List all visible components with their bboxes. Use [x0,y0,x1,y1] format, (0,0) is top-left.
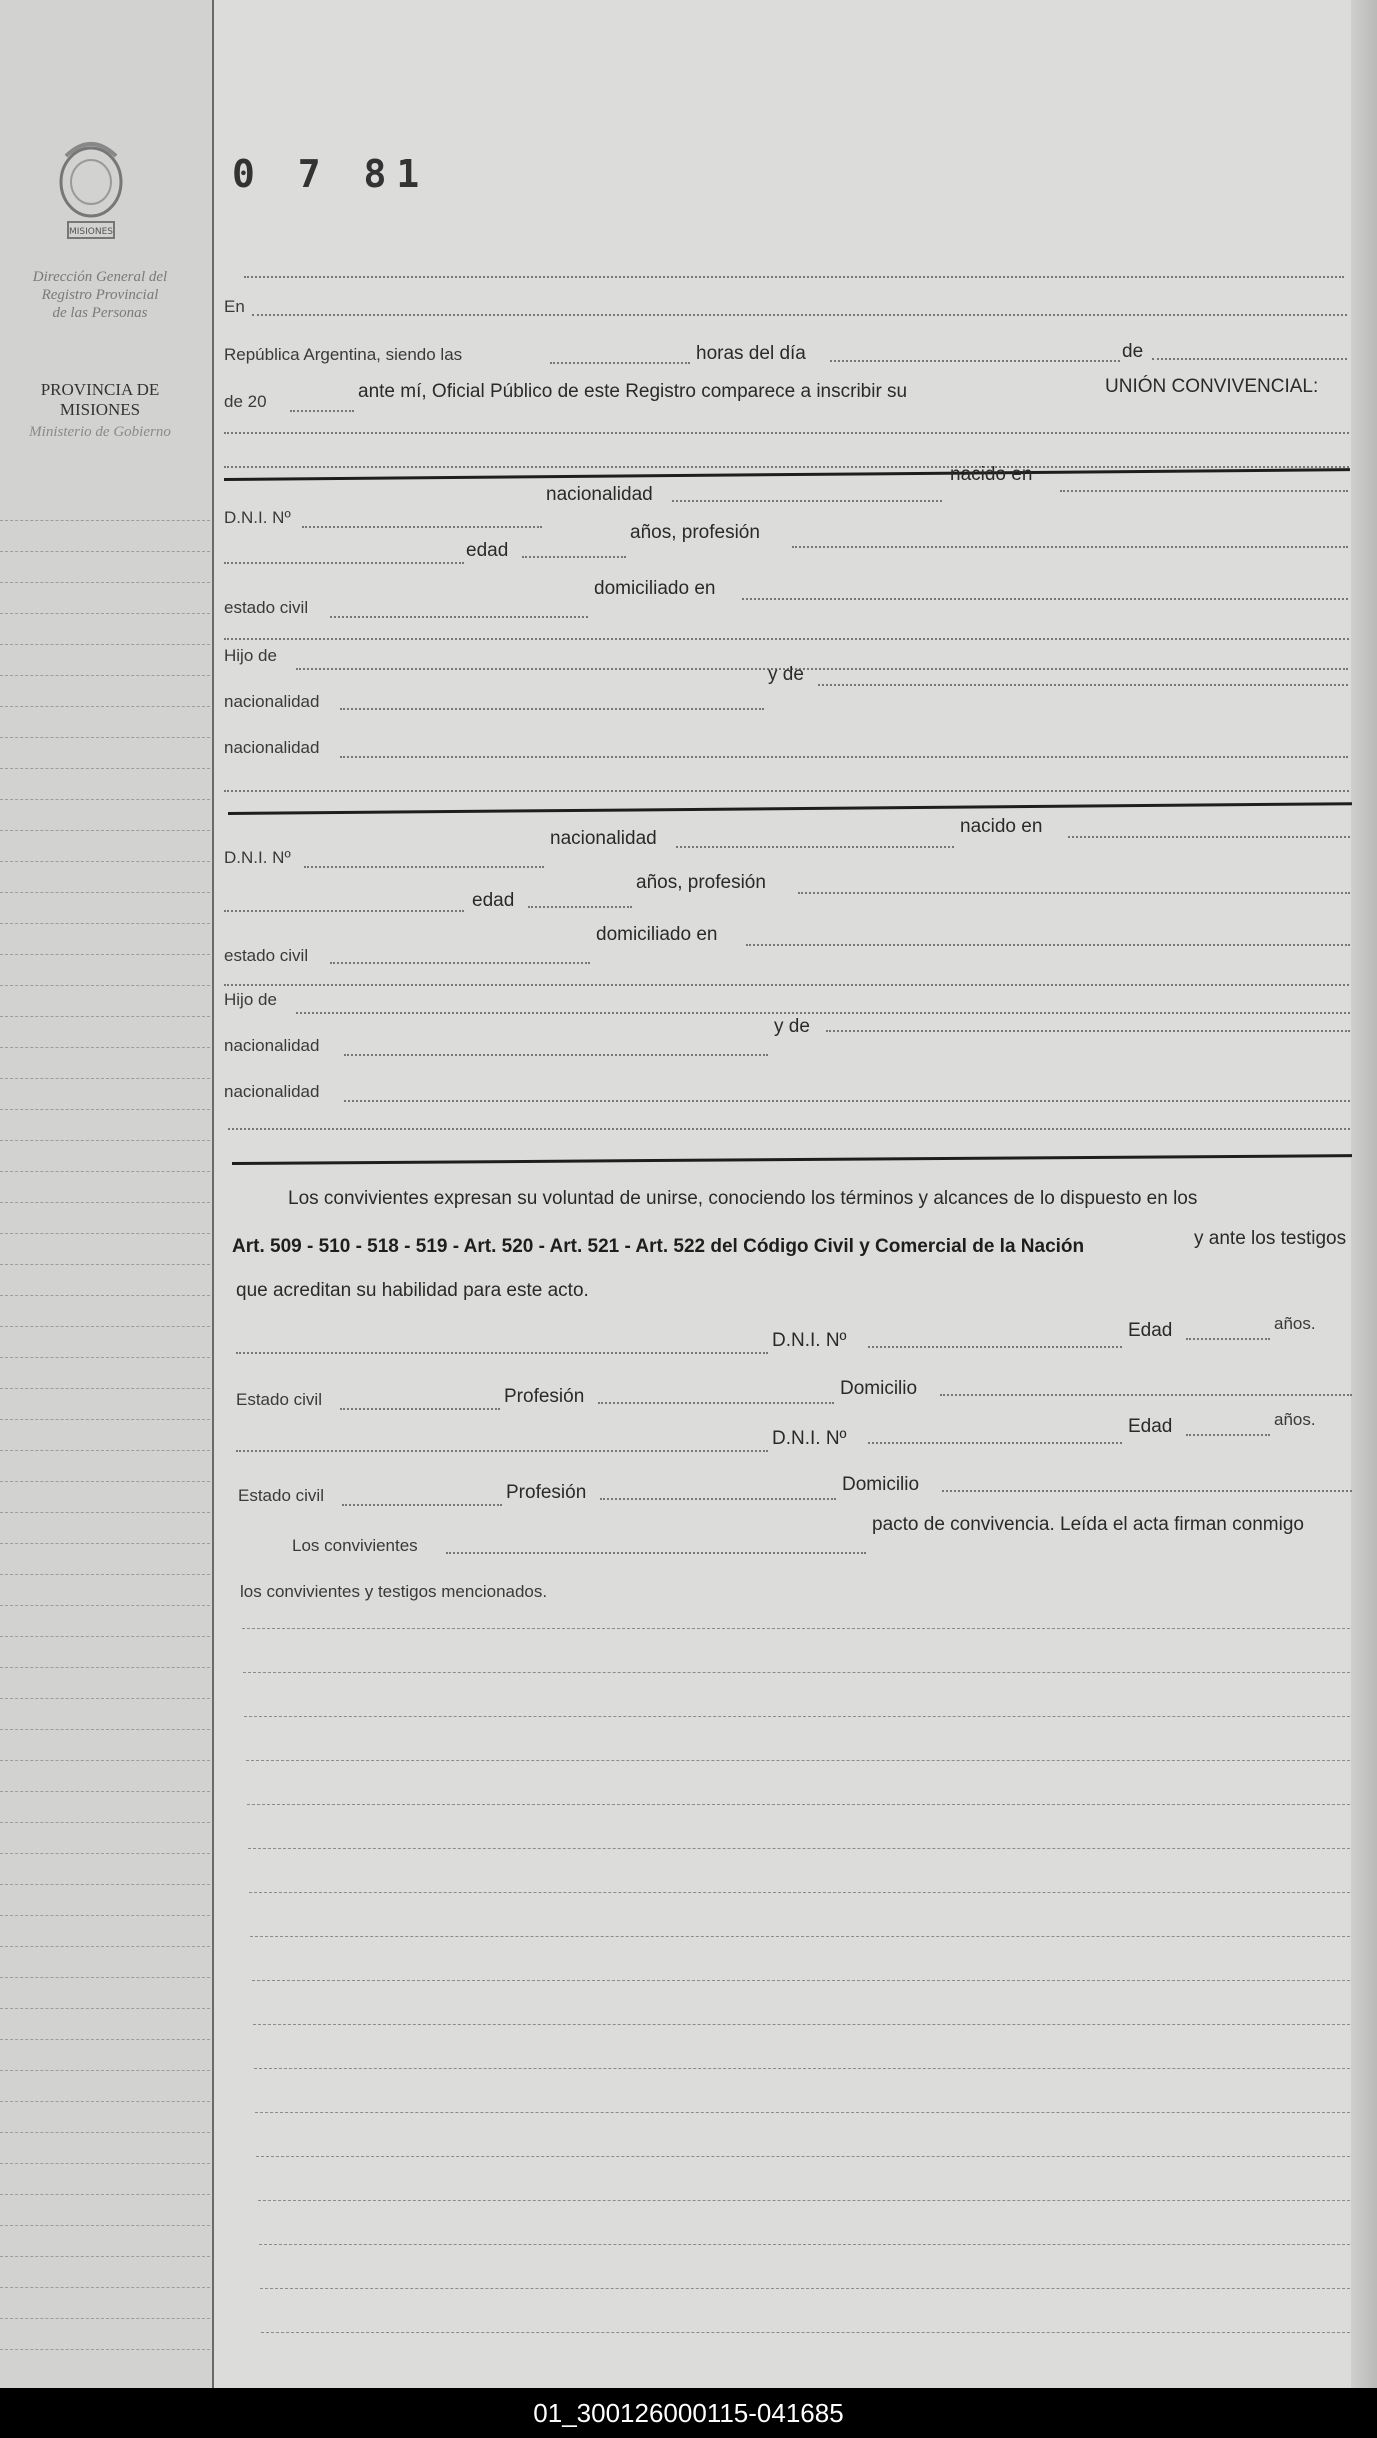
margin-rule-line [0,1419,210,1420]
p2-hijo-label: Hijo de [224,990,277,1009]
direccion-general-label [0,268,200,322]
p2-nac-padre-blank [344,1054,768,1056]
p2-line2-blank [224,910,464,912]
margin-rule-line [0,1667,210,1668]
w2-dni-blank [868,1442,1122,1444]
p1-edad-label: edad [466,540,509,561]
province-line-2: MISIONES [59,400,141,419]
p2-estado-blank [330,962,590,964]
margin-rule-line [0,1140,210,1141]
margin-rule-line [0,1357,210,1358]
section-divider-2 [228,802,1352,815]
section-divider-3 [232,1154,1352,1165]
p1-nac-madre-blank [340,756,1348,758]
ministry-label: Ministerio de Gobierno [29,424,171,440]
p1-hijo-blank [296,668,1348,670]
note-rule-line [248,1848,1350,1849]
note-rule-line [243,1672,1350,1673]
p2-domicilio-blank-2 [224,984,1349,986]
p2-nac-madre-label: nacionalidad [224,1082,320,1101]
w1-domicilio-label: Domicilio [840,1378,918,1399]
note-rule-line [246,1760,1350,1761]
w1-profesion-blank [598,1402,834,1404]
note-rule-line [249,1892,1350,1893]
direccion-line-2: Registro Provincial [41,287,159,303]
w1-edad-label: Edad [1128,1320,1173,1341]
intro-blank-en [252,314,1347,316]
margin-rule-line [0,551,210,552]
margin-rule-line [0,1171,210,1172]
acta-number: 0 7 81 [232,152,430,196]
margin-rule-line [0,2101,210,2102]
p2-nacido-blank [1068,836,1350,838]
p1-hijo-label: Hijo de [224,646,277,665]
w1-profesion-label: Profesión [504,1386,585,1407]
closing-blank [446,1552,866,1554]
margin-rule-line [0,1853,210,1854]
p2-dni-label: D.N.I. Nº [224,848,291,867]
margin-rule-line [0,1698,210,1699]
w1-dni-label: D.N.I. Nº [772,1330,847,1351]
w1-estado-label: Estado civil [236,1390,322,1409]
margin-rule-line [0,1326,210,1327]
note-rule-line [247,1804,1350,1805]
note-rule-line [244,1716,1350,1717]
w1-estado-blank [340,1408,500,1410]
closing-los-convivientes: Los convivientes [292,1536,418,1555]
margin-rule-line [0,2318,210,2319]
margin-rule-line [0,1915,210,1916]
w1-anos-label: años. [1274,1314,1316,1333]
p1-profesion-blank [792,546,1348,548]
p1-extra-blank [224,790,1349,792]
intro-en: En [224,297,245,316]
margin-rule-line [0,2163,210,2164]
note-rule-line [256,2156,1350,2157]
p2-edad-label: edad [472,890,515,911]
margin-rule-line [0,1543,210,1544]
margin-rule-line [0,1760,210,1761]
closing-line-2: los convivientes y testigos mencionados. [240,1582,548,1601]
w1-edad-blank [1186,1338,1270,1340]
p1-nac-madre-label: nacionalidad [224,738,320,757]
note-rule-line [260,2288,1350,2289]
w1-domicilio-blank [940,1394,1352,1396]
section-divider-1 [224,468,1350,481]
declaration-line-3: que acreditan su habilidad para este acto. [236,1280,589,1301]
direccion-line-3: de las Personas [52,305,148,321]
p1-estado-blank [330,616,588,618]
margin-rule-line [0,2349,210,2350]
note-rule-line [255,2112,1350,2113]
blank-dia [830,360,1120,362]
p1-domicilio-blank-2 [224,638,1349,640]
intro-blank-line-3 [224,432,1349,434]
p1-domicilio-label: domiciliado en [594,578,716,599]
margin-rule-line [0,2132,210,2133]
w2-name-blank [236,1450,768,1452]
blank-hora [550,362,690,364]
p2-estado-label: estado civil [224,946,309,965]
margin-rule-line [0,1729,210,1730]
margin-rule-line [0,2287,210,2288]
w2-domicilio-label: Domicilio [842,1474,920,1495]
closing-pacto: pacto de convivencia. Leída el acta firman conmigo [872,1514,1304,1535]
province-line-1: PROVINCIA DE [40,380,160,399]
p2-dni-blank [304,866,544,868]
declaration-line-1: Los convivientes expresan su voluntad de unirse, conociendo los términos y alcances de lo dispuesto en los [288,1188,1198,1209]
p2-domicilio-label: domiciliado en [596,924,718,945]
p2-edad-blank [528,906,632,908]
margin-rule-line [0,1791,210,1792]
margin-rule-line [0,1946,210,1947]
p2-extra-blank [228,1128,1350,1130]
margin-rule-line [0,675,210,676]
p1-dni-blank [302,526,542,528]
margin-rule-line [0,582,210,583]
margin-rule-line [0,1202,210,1203]
p2-profesion-blank [798,892,1350,894]
p1-nacido-blank [1060,490,1348,492]
intro-horas: horas del día [696,343,806,364]
blank-ano [290,410,354,412]
intro-de: de [1122,341,1144,362]
margin-rule-line [0,737,210,738]
margin-rule-line [0,830,210,831]
p2-hijo-blank [296,1012,1350,1014]
blank-mes [1152,358,1347,360]
margin-rule-line [0,1605,210,1606]
p2-domicilio-blank [746,944,1350,946]
intro-blank-line-4 [224,466,1349,468]
p1-domicilio-blank [742,598,1348,600]
margin-rule-line [0,706,210,707]
margin-rule-line [0,1047,210,1048]
w1-dni-blank [868,1346,1122,1348]
declaration-articles: Art. 509 - 510 - 518 - 519 - Art. 520 - Art. 521 - Art. 522 del Código Civil y Comercial de la Nación [232,1236,1085,1257]
margin-rule-line [0,1481,210,1482]
intro-ante-mi: ante mí, Oficial Público de este Registro comparece a inscribir su [358,381,908,402]
margin-rule-line [0,1636,210,1637]
margin-rule-line [0,1574,210,1575]
p2-anos-label: años, profesión [636,872,766,893]
page-edge [1351,0,1377,2388]
note-rule-line [253,2024,1350,2025]
note-rule-line [252,1980,1350,1981]
p1-nacionalidad-label: nacionalidad [546,484,653,505]
note-rule-line [261,2332,1350,2333]
w2-anos-label: años. [1274,1410,1316,1429]
w2-edad-label: Edad [1128,1416,1173,1437]
intro-blank-line-0 [244,276,1344,278]
p1-nacido-label: nacido en [950,464,1033,485]
margin-rule-line [0,613,210,614]
margin-rule-line [0,1977,210,1978]
margin-rule-line [0,2225,210,2226]
p2-nac-madre-blank [344,1100,1350,1102]
w2-edad-blank [1186,1434,1270,1436]
margin-rule-line [0,1016,210,1017]
note-rule-line [242,1628,1350,1629]
p1-nacionalidad-blank [672,500,942,502]
margin-rule-line [0,892,210,893]
margin-rule-line [0,768,210,769]
w1-name-blank [236,1352,768,1354]
p1-nac-padre-label: nacionalidad [224,692,320,711]
p1-edad-blank [522,556,626,558]
seal-label: MISIONES [68,227,114,237]
p2-nacido-label: nacido en [960,816,1043,837]
margin-rule-line [0,923,210,924]
w2-profesion-label: Profesión [506,1482,587,1503]
margin-rule-line [0,1450,210,1451]
margin-rule-line [0,1822,210,1823]
w2-profesion-blank [600,1498,836,1500]
margin-rule-line [0,1078,210,1079]
w2-dni-label: D.N.I. Nº [772,1428,847,1449]
p2-madre-blank [826,1030,1350,1032]
margin-rule-line [0,861,210,862]
p2-nacionalidad-label: nacionalidad [550,828,657,849]
margin-rule-line [0,1388,210,1389]
p1-line2-blank [224,562,464,564]
margin-rule-line [0,1295,210,1296]
margin-rule-line [0,644,210,645]
note-rule-line [259,2244,1350,2245]
intro-republica: República Argentina, siendo las [224,345,463,364]
margin-rule-line [0,799,210,800]
w2-estado-label: Estado civil [238,1486,324,1505]
declaration-testigos: y ante los testigos [1194,1228,1347,1249]
p1-estado-label: estado civil [224,598,309,617]
margin-rule-line [0,520,210,521]
p2-nacionalidad-blank [676,846,954,848]
margin-rule-line [0,954,210,955]
margin-rule-line [0,2256,210,2257]
province-label [0,380,200,420]
p2-y-de-label: y de [774,1016,810,1037]
p1-anos-label: años, profesión [630,522,760,543]
margin-rule-line [0,1512,210,1513]
margin-rule-line [0,1264,210,1265]
p1-nac-padre-blank [340,708,764,710]
margin-rule-line [0,985,210,986]
p1-madre-blank [818,684,1348,686]
margin-column [0,0,214,2388]
intro-union: UNIÓN CONVIVENCIAL: [1105,376,1319,397]
margin-rule-line [0,1233,210,1234]
provincial-seal-icon [48,130,134,270]
margin-rule-line [0,1109,210,1110]
note-rule-line [250,1936,1350,1937]
p2-nac-padre-label: nacionalidad [224,1036,320,1055]
direccion-line-1: Dirección General del [32,269,168,285]
note-rule-line [254,2068,1350,2069]
margin-rule-line [0,2194,210,2195]
note-rule-line [258,2200,1350,2201]
w2-domicilio-blank [942,1490,1352,1492]
margin-rule-line [0,2070,210,2071]
w2-estado-blank [342,1504,502,1506]
intro-de-20: de 20 [224,392,267,411]
margin-rule-line [0,1884,210,1885]
p1-y-de-label: y de [768,664,804,685]
p1-dni-label: D.N.I. Nº [224,508,291,527]
margin-rule-line [0,2008,210,2009]
image-id-footer: 01_300126000115-041685 [0,2388,1377,2438]
margin-rule-line [0,2039,210,2040]
